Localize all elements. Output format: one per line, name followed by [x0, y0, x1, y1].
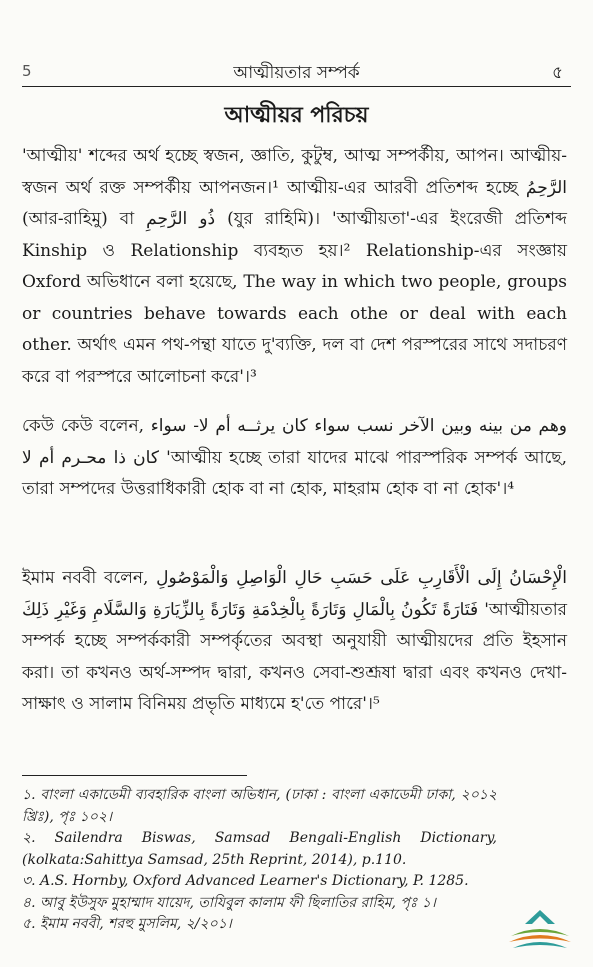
- footnote-5: ৫. ইমাম নববী, শরহু মুসলিম, ২/২০১।: [22, 916, 232, 932]
- header-title: আত্মীয়তার সম্পর্ক: [233, 63, 360, 83]
- footnote-separator: [22, 775, 247, 776]
- paragraph-definition: 'আত্মীয়' শব্দের অর্থ হচ্ছে স্বজন, জ্ঞাতি, কুটুম্ব, আত্ম সম্পর্কীয়, আপন। আত্মীয়-স্বজন অর্থ রক্ত সম্পর্কীয় আপনজন।¹ আত্মীয়-এর আরবী প্রতিশব্দ হচ্ছে الرَّحِمُ (আর-রাহিমু) বা ذُو الرَّحِمِ (যুর রাহিমি)। 'আত্মীয়তা'-এর ইংরেজী প্রতিশব্দ Kinship ও Relationship ব্যবহৃত হয়।² Relationship-এর সংজ্ঞায় Oxford অভিধানে বলা হয়েছে, The way in which two people, groups or countries behave towards each othe or deal with each other. অর্থাৎ এমন পথ-পন্থা যাতে দু'ব্যক্তি, দল বা দেশ পরস্পরের সাথে সদাচরণ করে বা পরস্পরে আলোচনা করে'।³: [22, 146, 567, 387]
- running-header: [22, 60, 571, 87]
- footnote-2: ২. Sailendra Biswas, Samsad Bengali-English Dictionary, (kolkata:Sahittya Samsad, 25th Reprint, 2014), p.110.: [22, 830, 497, 868]
- footnote-1: ১. বাংলা একাডেমী ব্যবহারিক বাংলা অভিধান, (ঢাকা : বাংলা একাডেমী ঢাকা, ২০১২ খ্রিঃ), পৃঃ ১০২।: [22, 787, 497, 825]
- paragraph-imam-nawawi: ইমাম নববী বলেন, الْإِحْسَانُ إِلَى الْأَقَارِبِ عَلَى حَسَبِ حَالِ الْوَاصِلِ وَالْمَوْصُولِ فَتَارَةً تَكُونُ بِالْمَالِ وَتَارَةً بِالْخِدْمَةِ وَتَارَةً بِالزِّيَارَةِ وَالسَّلَامِ وَغَيْرِ ذَلِكَ 'আত্মীয়তার সম্পর্ক হচ্ছে সম্পর্ককারী সম্পর্কৃতের অবস্থা অনুযায়ী আত্মীয়দের প্রতি ইহসান করা। তা কখনও অর্থ-সম্পদ দ্বারা, কখনও সেবা-শুশ্রূষা দ্বারা এবং কখনও দেখা-সাক্ষাৎ ও সালাম বিনিময় প্রভৃতি মাধ্যমে হ'তে পারে'।⁵: [22, 568, 568, 714]
- publisher-logo-icon: [505, 908, 575, 953]
- page-number: ৫: [551, 63, 563, 83]
- section-title: আত্মীয়র পরিচয়: [224, 103, 369, 128]
- footnote-4: ৪. আবু ইউসুফ মুহাম্মাদ যায়েদ, তাযিবুল কালাম ফী ছিলাতির রাহিম, পৃঃ ১।: [22, 894, 436, 911]
- footnote-3: ৩. A.S. Hornby, Oxford Advanced Learner's Dictionary, P. 1285.: [22, 873, 469, 889]
- footnotes: [22, 785, 497, 936]
- paragraph-opinion: কেউ কেউ বলেন, وهم من بينه وبين الآخر نسب سواء كان يرثــه أم لا- سواء كان ذا محـرم أم لا 'আত্মীয় হচ্ছে তারা যাদের মাঝে পারস্পরিক সম্পর্ক আছে, তারা সম্পদের উত্তরাধিকারী হোক বা না হোক, মাহরাম হোক বা না হোক'।⁴: [22, 416, 568, 499]
- header-left-mark: 5: [22, 62, 32, 80]
